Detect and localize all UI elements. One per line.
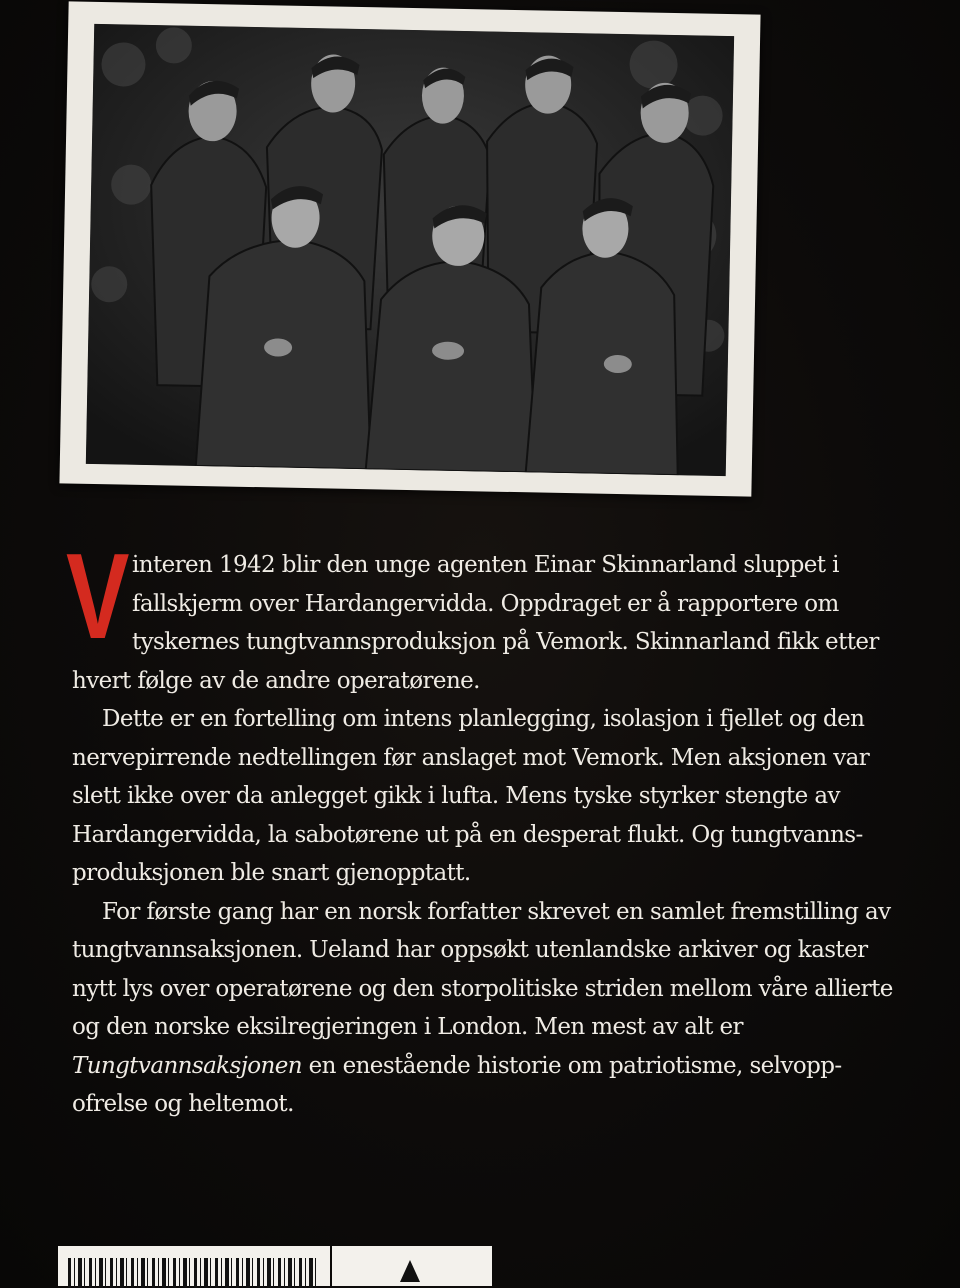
publisher-panel: [332, 1246, 492, 1286]
book-title-italic: Tungtvannsaksjonen: [72, 1052, 302, 1079]
back-cover-blurb: [66, 528, 902, 1124]
group-photo-icon: [86, 24, 734, 476]
publisher-logo-icon: [400, 1260, 420, 1282]
paragraph-3-text-end: en enestående historie om patriotisme, selvoppofrelse og heltemot.: [72, 1052, 843, 1117]
barcode-icon: [68, 1258, 318, 1288]
paragraph-1-text: interen 1942 blir den unge agenten Einar Skinnarland sluppet i fallskjerm over Hardangervidda. Oppdraget er å rapportere om tyskernes tungtvannsproduksjon på Vemork. Skinnarland fikk etter hvert følge av de andre operatørene.: [72, 552, 879, 694]
barcode-panel: [58, 1246, 330, 1286]
paragraph-2: Dette er en fortelling om intens planlegging, isolasjon i fjellet og den nervepirrende nedtellingen før anslaget mot Vemork. Men aksjonen var slett ikke over da anlegget gikk i lufta. Mens tyske styrker stengte av Hardangervidda, la sabotørene ut på en desperat flukt. Og tungtvannsproduksjonen ble snart gjenopptatt.: [72, 706, 870, 886]
paragraph-3-text-start: For første gang har en norsk forfatter skrevet en samlet fremstilling av tungtvannsaksjonen. Ueland har oppsøkt utenlandske arkiver og kaster nytt lys over operatørene og den storpolitiske striden mellom våre allierte og den norske eksilregjeringen i London. Men mest av alt er: [72, 898, 893, 1040]
paragraph-3: [72, 893, 902, 1124]
drop-cap: V: [66, 528, 130, 664]
paragraph-1: [66, 528, 902, 700]
photo-frame: [59, 1, 760, 496]
